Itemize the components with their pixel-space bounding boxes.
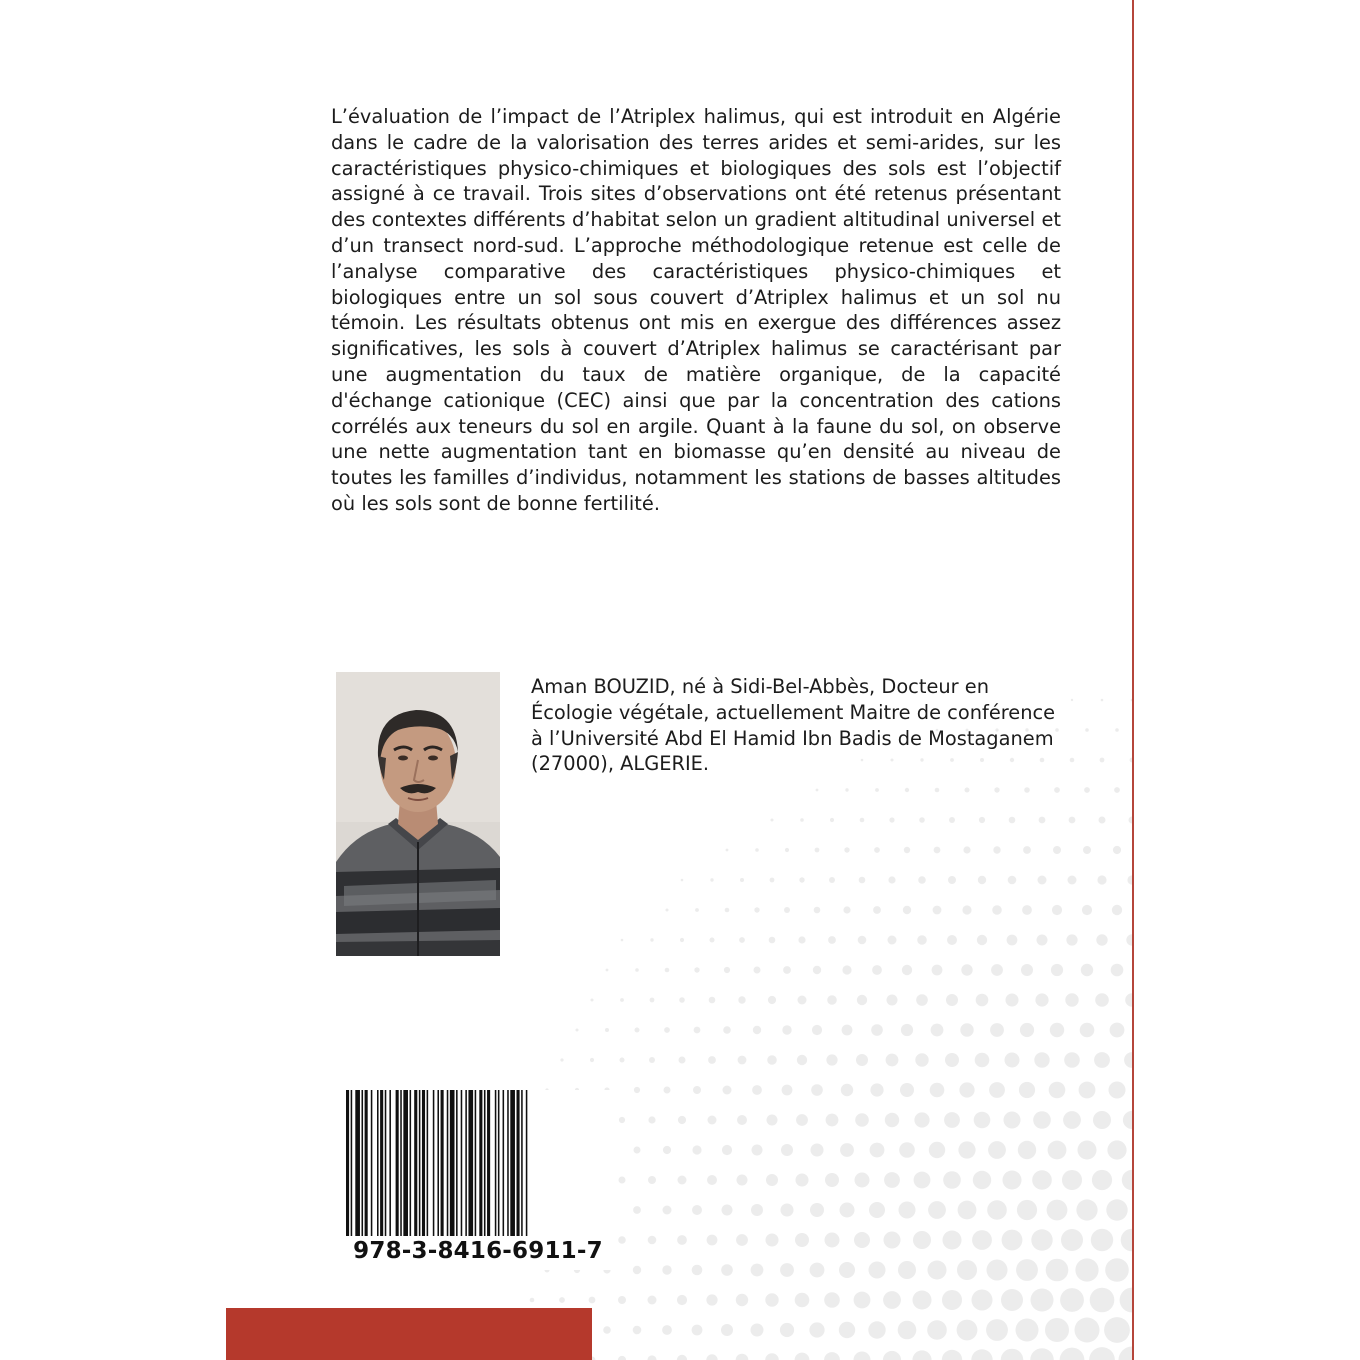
red-accent-band — [226, 1308, 592, 1360]
spine-edge-line — [1132, 0, 1134, 1360]
author-photo — [336, 672, 500, 956]
isbn-number: 978-3-8416-6911-7 — [353, 1238, 603, 1264]
isbn-barcode-block — [344, 1090, 612, 1270]
back-cover — [226, 0, 1132, 1360]
author-bio: Aman BOUZID, né à Sidi-Bel-Abbès, Docteur en Écologie végétale, actuellement Maitre de conférence à l’Université Abd El Hamid Ibn Badis de Mostaganem (27000), ALGERIE. — [531, 675, 1056, 776]
blurb-text: L’évaluation de l’impact de l’Atriplex halimus, qui est introduit en Algérie dans le cadre de la valorisation des terres arides et semi-arides, sur les caractéristiques physico-chimiques et biologiques des sols est l’objectif assigné à ce travail. Trois sites d’observations ont été retenus présentant des contextes différents d’habitat selon un gradient altitudinal universel et d’un transect nord-sud. L’approche méthodologique retenue est celle de l’analyse comparative des caractéristiques physico-chimiques et biologiques entre un sol sous couvert d’Atriplex halimus et un sol nu témoin. Les résultats obtenus ont mis en exergue des différences assez significatives, les sols à couvert d’Atriplex halimus se caractérisant par une augmentation du taux de matière organique, de la capacité d'échange cationique (CEC) ainsi que par la concentration des cations corrélés aux teneurs du sol en argile. Quant à la faune du sol, on observe une nette augmentation tant en biomasse qu’en densité au niveau de toutes les familles d’individus, notamment les stations de basses altitudes où les sols sont de bonne fertilité. — [331, 105, 1061, 515]
barcode — [344, 1090, 612, 1236]
